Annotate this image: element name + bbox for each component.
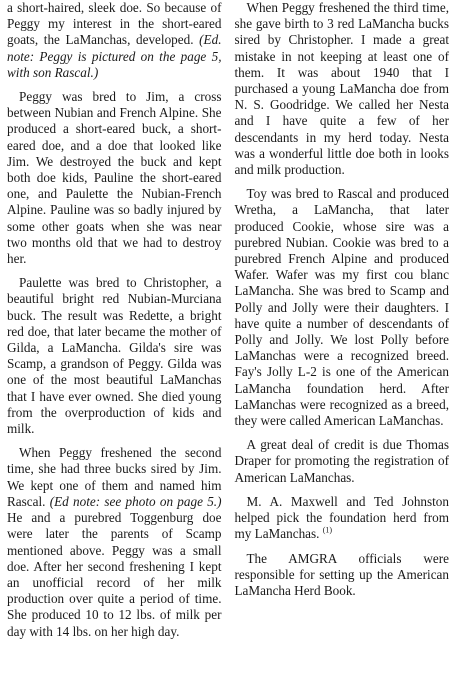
paragraph <box>235 551 450 600</box>
left-column <box>7 0 222 693</box>
right-column <box>235 0 450 693</box>
paragraph-text: When Peggy freshened the second time, she had three bucks sired by Jim. We kept one of them and named him Rascal. <box>7 445 222 509</box>
paragraph-text: Toy was bred to Rascal and produced Wretha, a LaMancha, that later produced Cookie, whose sire was a purebred Nubian. Cookie was bred to a purebred French Alpine and produced Wafer. Wafer was my first cou blanc LaMancha. She was bred to Scamp and Polly and Jolly were their daughters. I have quite a number of descendants of Polly and Jolly. We lost Polly before LaManchas were a recognized breed. Fay's Jolly L-2 is one of the American LaMancha foundation herd. After LaManchas were recognized as a breed, they were called American LaManchas. <box>234 186 449 429</box>
paragraph <box>235 0 450 178</box>
paragraph <box>235 494 450 543</box>
paragraph-text-continued: He and a purebred Toggenburg doe were later the parents of Scamp mentioned above. Peggy was a small doe. After her second freshening I kept an unofficial record of her milk production over quite a period of time. She produced 10 to 12 lbs. of milk per day with 14 lbs. on her high day. <box>7 510 222 639</box>
paragraph <box>235 437 450 486</box>
paragraph-text: M. A. Maxwell and Ted Johnston helped pick the foundation herd from my LaManchas. <box>234 493 449 542</box>
footnote-marker: (1) <box>322 525 333 535</box>
paragraph <box>7 445 222 639</box>
paragraph <box>7 0 222 81</box>
paragraph-text: a short-haired, sleek doe. So because of Peggy my interest in the short-eared goats, the LaManchas, developed. <box>7 0 222 48</box>
paragraph-text: When Peggy freshened the third time, she gave birth to 3 red LaMancha bucks sired by Christopher. I made a great mistake in not keeping at least one of them. It was about 1940 that I purchased a young LaMancha doe from N. S. Goodridge. We called her Nesta and I have quite a few of her descendants in my herd today. Nesta was a wonderful little doe both in looks and milk production. <box>234 0 449 178</box>
editor-note: (Ed note: see photo on page 5.) <box>49 493 222 509</box>
editor-note: (Ed. note: Peggy is pictured on the page 5, with son Rascal.) <box>7 32 222 80</box>
paragraph-text: Paulette was bred to Christopher, a beautiful bright red Nubian-Murciana buck. The result was Redette, a bright red doe, that later became the mother of Gilda, a LaMancha. Gilda's sire was Scamp, a grandson of Peggy. Gilda was one of the most beautiful LaManchas that I have ever owned. She died young from the overproduction of kids and milk. <box>7 275 222 437</box>
paragraph <box>7 275 222 437</box>
paragraph-text: Peggy was bred to Jim, a cross between Nubian and French Alpine. She produced a short-eared buck, a short-eared doe, and a doe that looked like Jim. We destroyed the buck and kept both doe kids, Pauline the short-eared one, and Paulette the Nubian-French Alpine. Pauline was so badly injured by some other goats when she was near two months old that we had to destroy her. <box>7 89 222 267</box>
paragraph-text: A great deal of credit is due Thomas Draper for promoting the registration of American LaManchas. <box>234 437 449 485</box>
paragraph-text: The AMGRA officials were responsible for setting up the American LaMancha Herd Book. <box>234 550 449 598</box>
paragraph <box>235 186 450 429</box>
paragraph <box>7 89 222 267</box>
